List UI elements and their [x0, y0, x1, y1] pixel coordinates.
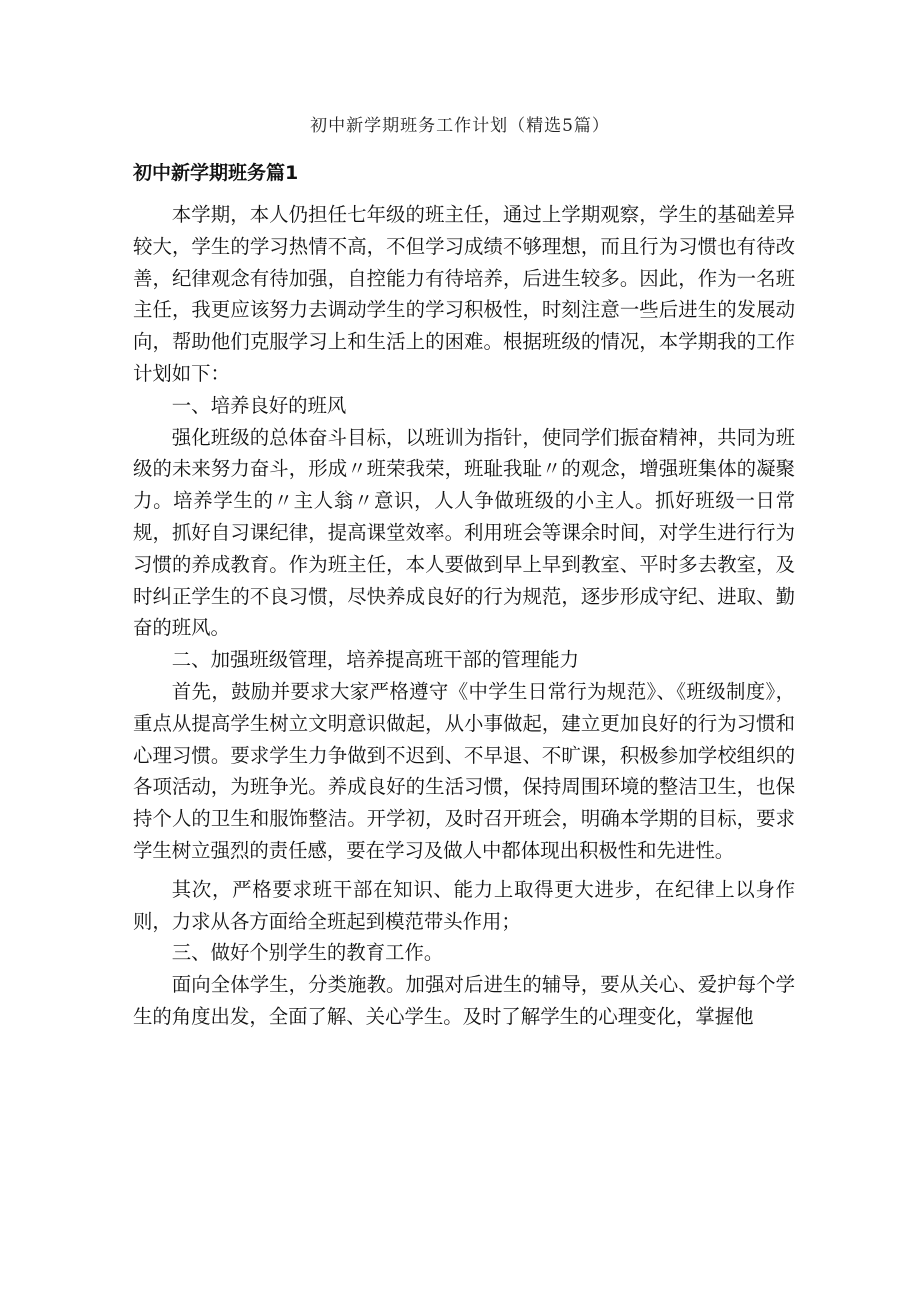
paragraph-intro: 本学期，本人仍担任七年级的班主任，通过上学期观察，学生的基础差异较大，学生的学习热情不高，不但学习成绩不够理想，而且行为习惯也有待改善，纪律观念有待加强，自控能力有待培养，后进生较多。因此，作为一名班主任，我更应该努力去调动学生的学习积极性，时刻注意一些后进生的发展动向，帮助他们克服学习上和生活上的困难。根据班级的情况，本学期我的工作计划如下： [133, 203, 795, 385]
heading-class-management: 二、加强班级管理，培养提高班干部的管理能力 [171, 648, 579, 672]
section-heading: 初中新学期班务篇1 [133, 162, 299, 184]
heading-individual-education: 三、做好个别学生的教育工作。 [171, 941, 444, 965]
document-title: 初中新学期班务工作计划（精选5篇） [310, 116, 610, 136]
document-body [133, 199, 795, 1033]
paragraph-second: 其次，严格要求班干部在知识、能力上取得更大进步，在纪律上以身作则，力求从各方面给全班起到模范带头作用； [133, 877, 795, 933]
paragraph-individual-education: 面向全体学生，分类施教。加强对后进生的辅导，要从关心、爱护每个学生的角度出发，全面了解、关心学生。及时了解学生的心理变化，掌握他 [133, 973, 795, 1028]
heading-class-atmosphere: 一、培养良好的班风 [171, 393, 347, 417]
paragraph-class-atmosphere: 强化班级的总体奋斗目标，以班训为指针，使同学们振奋精神，共同为班级的未来努力奋斗，形成〃班荣我荣，班耻我耻〃的观念，增强班集体的凝聚力。培养学生的〃主人翁〃意识，人人争做班级的小主人。抓好班级一日常规，抓好自习课纪律，提高课堂效率。利用班会等课余时间，对学生进行行为习惯的养成教育。作为班主任，本人要做到早上早到教室、平时多去教室，及时纠正学生的不良习惯，尽快养成良好的行为规范，逐步形成守纪、进取、勤奋的班风。 [133, 425, 795, 640]
paragraph-first: 首先，鼓励并要求大家严格遵守《中学生日常行为规范》、《班级制度》，重点从提高学生树立文明意识做起，从小事做起，建立更加良好的行为习惯和心理习惯。要求学生力争做到不迟到、不早退、不旷课，积极参加学校组织的各项活动，为班争光。养成良好的生活习惯，保持周围环境的整洁卫生，也保持个人的卫生和服饰整洁。开学初，及时召开班会，明确本学期的目标，要求学生树立强烈的责任感，要在学习及做人中都体现出积极性和先进性。 [133, 679, 795, 862]
